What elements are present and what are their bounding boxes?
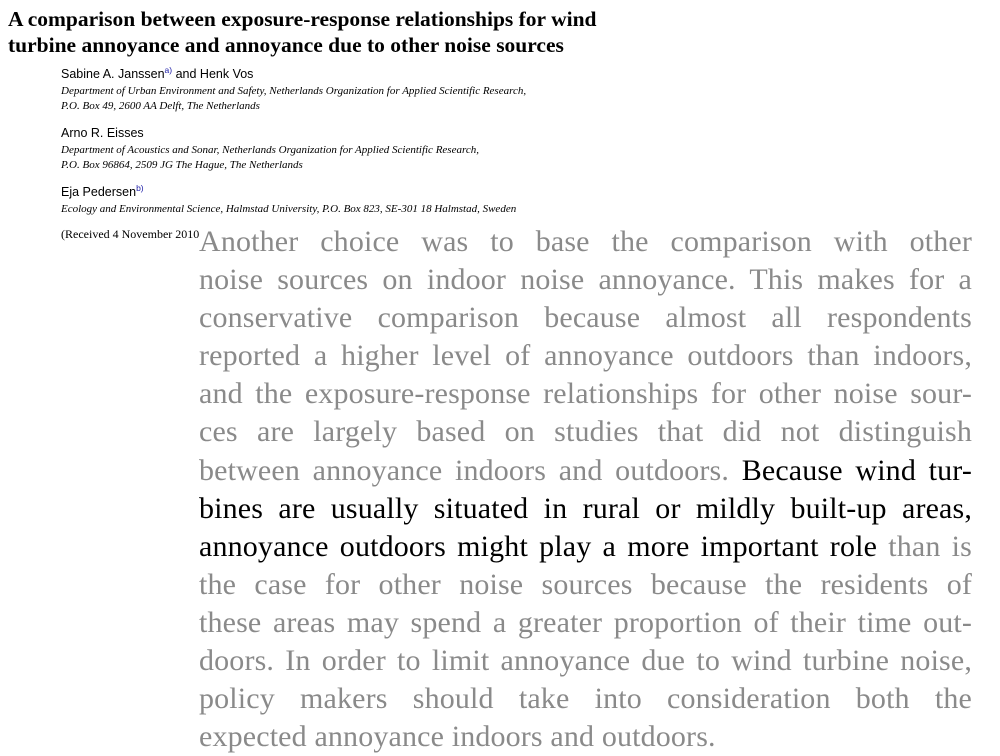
excerpt-line bbox=[199, 604, 972, 642]
faded-text: policy makers should take into consideration both the bbox=[199, 682, 972, 716]
faded-text: reported a higher level of annoyance outdoors than indoors, bbox=[199, 339, 972, 373]
faded-text: and the exposure-response relationships for other noise sour- bbox=[199, 377, 972, 411]
excerpt-line bbox=[199, 375, 972, 413]
title-line-2: turbine annoyance and annoyance due to other noise sources bbox=[8, 33, 564, 57]
footnote-marker[interactable]: a) bbox=[164, 65, 173, 75]
excerpt-line bbox=[199, 261, 972, 299]
excerpt-line bbox=[199, 642, 972, 680]
affiliation-line: Ecology and Environmental Science, Halmstad University, P.O. Box 823, SE-301 18 Halmstad, Sweden bbox=[61, 203, 517, 215]
author-name: Eja Pedersen bbox=[61, 185, 137, 199]
faded-text: doors. In order to limit annoyance due to wind turbine noise, bbox=[199, 644, 972, 678]
emphasized-text: bines are usually situated in rural or mildly built-up areas, bbox=[199, 491, 972, 525]
affiliation-line: P.O. Box 96864, 2509 JG The Hague, The Netherlands bbox=[61, 159, 303, 171]
footnote-marker[interactable]: b) bbox=[136, 183, 144, 193]
excerpt-line bbox=[199, 718, 972, 756]
excerpt-line bbox=[199, 490, 972, 528]
excerpt-line bbox=[199, 566, 972, 604]
author-name: Arno R. Eisses bbox=[61, 126, 144, 140]
paper-title bbox=[8, 6, 768, 58]
author-line-1 bbox=[61, 67, 253, 82]
excerpt-line bbox=[199, 452, 972, 490]
affiliation-line: P.O. Box 49, 2600 AA Delft, The Netherlands bbox=[61, 100, 260, 112]
author-name: Sabine A. Janssen bbox=[61, 67, 165, 81]
received-date: (Received 4 November 2010 bbox=[61, 227, 200, 241]
faded-text: between annoyance indoors and outdoors. bbox=[199, 453, 742, 487]
affiliation-line: Department of Acoustics and Sonar, Netherlands Organization for Applied Scientific Research, bbox=[61, 144, 479, 156]
faded-text: conservative comparison because almost all respondents bbox=[199, 301, 972, 335]
faded-text: expected annoyance indoors and outdoors. bbox=[199, 720, 716, 754]
faded-text: the case for other noise sources because the residents of bbox=[199, 567, 972, 601]
excerpt-line bbox=[199, 528, 972, 566]
excerpt-line bbox=[199, 680, 972, 718]
emphasized-text: annoyance outdoors might play a more important role bbox=[199, 529, 878, 563]
excerpt-line bbox=[199, 337, 972, 375]
excerpt-line bbox=[199, 413, 972, 451]
excerpt-line bbox=[199, 299, 972, 337]
excerpt-line bbox=[199, 223, 972, 261]
title-line-1: A comparison between exposure-response relationships for wind bbox=[8, 7, 597, 31]
faded-text: these areas may spend a greater proportion of their time out- bbox=[199, 605, 972, 639]
faded-text: ces are largely based on studies that did not distinguish bbox=[199, 415, 972, 449]
author-line-2 bbox=[61, 126, 144, 141]
faded-text: Another choice was to base the comparison with other bbox=[199, 225, 972, 258]
author-line-3 bbox=[61, 185, 144, 200]
affiliation-line: Department of Urban Environment and Safety, Netherlands Organization for Applied Scientific Research, bbox=[61, 85, 527, 97]
author-name: and Henk Vos bbox=[172, 67, 254, 81]
highlighted-excerpt bbox=[199, 223, 972, 756]
faded-text: noise sources on indoor noise annoyance. This makes for a bbox=[199, 263, 972, 297]
faded-text: than is bbox=[877, 529, 972, 563]
emphasized-text: Because wind tur- bbox=[741, 453, 972, 487]
